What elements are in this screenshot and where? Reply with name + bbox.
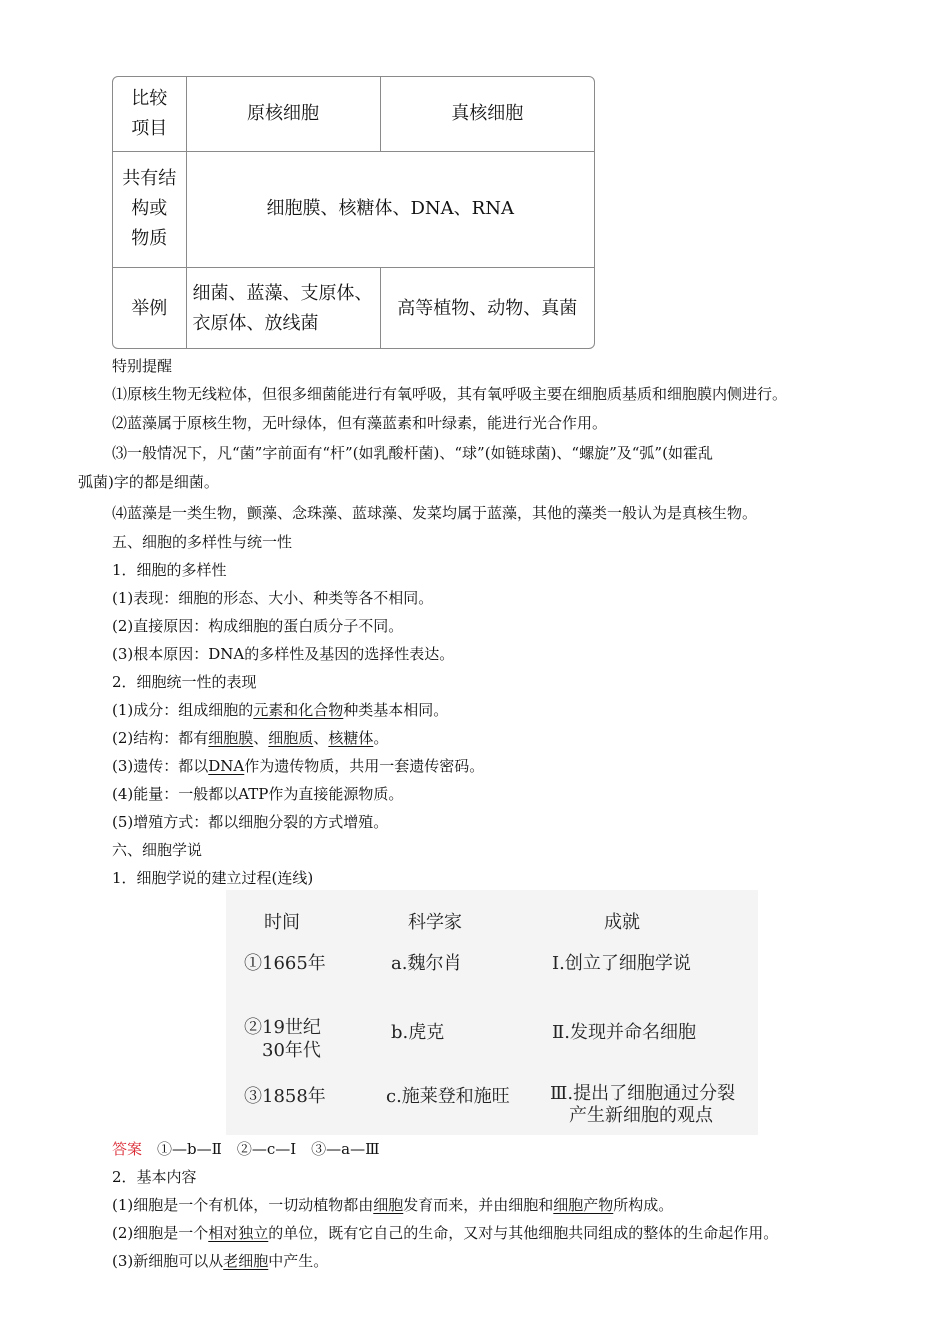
figure-achievement-2: Ⅱ.发现并命名细胞 xyxy=(552,1022,696,1043)
row-examples-label: 举例 xyxy=(113,267,186,349)
figure-header-achievement: 成就 xyxy=(604,912,640,933)
section-5-title: 五、细胞的多样性与统一性 xyxy=(112,533,293,551)
answer-blank: 相对独立 xyxy=(208,1224,269,1242)
unity-item-4: (4)能量：一般都以ATP作为直接能源物质。 xyxy=(112,785,404,803)
note-4: ⑷蓝藻是一类生物，颤藻、念珠藻、蓝球藻、发菜均属于蓝藻，其他的藻类一般认为是真核生物。 xyxy=(112,504,758,522)
figure-scientist-a: a.魏尔肖 xyxy=(391,953,462,974)
figure-time-1: ①1665年 xyxy=(244,953,326,974)
header-prokaryote-cell: 原核细胞 xyxy=(186,77,380,151)
answer-blank: 元素和化合物 xyxy=(253,701,344,719)
answer-text: ①—b—Ⅱ ②—c—Ⅰ ③—a—Ⅲ xyxy=(157,1140,380,1158)
table-header-row xyxy=(113,77,594,151)
section-6-sub-2: 2．基本内容 xyxy=(112,1168,197,1186)
answer-blank: 细胞膜 xyxy=(208,729,254,747)
figure-scientist-b: b.虎克 xyxy=(391,1022,445,1043)
figure-time-2-line-1: ②19世纪 xyxy=(244,1017,321,1038)
row-examples-eukaryote: 高等植物、动物、真菌 xyxy=(380,267,594,349)
figure-header-time: 时间 xyxy=(264,912,300,933)
answer-blank: 细胞 xyxy=(373,1196,404,1214)
section-5-sub-2: 2．细胞统一性的表现 xyxy=(112,673,257,691)
unity-item-5: (5)增殖方式：都以细胞分裂的方式增殖。 xyxy=(112,813,389,831)
unity-item-2: (2)结构：都有细胞膜、细胞质、核糖体。 xyxy=(112,729,389,747)
answer-blank: 细胞产物 xyxy=(553,1196,614,1214)
section-6-sub-1: 1．细胞学说的建立过程(连线) xyxy=(112,869,314,887)
figure-achievement-3-line-1: Ⅲ.提出了细胞通过分裂 xyxy=(550,1083,736,1104)
comparison-table xyxy=(112,76,595,349)
answer-label: 答案 xyxy=(112,1140,143,1158)
section-6-title: 六、细胞学说 xyxy=(112,841,203,859)
content-item-3: (3)新细胞可以从老细胞中产生。 xyxy=(112,1252,329,1270)
notes-title: 特别提醒 xyxy=(112,357,173,375)
content-item-1: (1)细胞是一个有机体，一切动植物都由细胞发育而来，并由细胞和细胞产物所构成。 xyxy=(112,1196,674,1214)
row-examples-prokaryote: 细菌、蓝藻、支原体、 衣原体、放线菌 xyxy=(186,267,380,349)
note-1: ⑴原核生物无线粒体，但很多细菌能进行有氧呼吸，其有氧呼吸主要在细胞质基质和细胞膜内侧进行。 xyxy=(112,385,788,403)
answer-blank: DNA xyxy=(208,757,245,775)
unity-item-3: (3)遗传：都以DNA作为遗传物质，共用一套遗传密码。 xyxy=(112,757,485,775)
figure-time-3: ③1858年 xyxy=(244,1086,326,1107)
figure-achievement-1: Ⅰ.创立了细胞学说 xyxy=(552,953,691,974)
note-3-line-1: ⑶一般情况下，凡“菌”字前面有“杆”(如乳酸杆菌)、“球”(如链球菌)、“螺旋”及“弧”(如霍乱 xyxy=(112,444,713,462)
header-eukaryote-cell: 真核细胞 xyxy=(380,77,594,151)
figure-header-scientist: 科学家 xyxy=(408,912,462,933)
table-row-common xyxy=(113,151,594,267)
row-common-label: 共有结 构或 物质 xyxy=(113,151,186,267)
diversity-item-2: (2)直接原因：构成细胞的蛋白质分子不同。 xyxy=(112,617,404,635)
unity-item-1: (1)成分：组成细胞的元素和化合物种类基本相同。 xyxy=(112,701,449,719)
diversity-item-3: (3)根本原因：DNA的多样性及基因的选择性表达。 xyxy=(112,645,455,663)
header-label-cell: 比较 项目 xyxy=(113,77,186,151)
answer-blank: 细胞质 xyxy=(268,729,314,747)
diversity-item-1: (1)表现：细胞的形态、大小、种类等各不相同。 xyxy=(112,589,434,607)
content-item-2: (2)细胞是一个相对独立的单位，既有它自己的生命，又对与其他细胞共同组成的整体的生命起作用。 xyxy=(112,1224,779,1242)
answer-blank: 老细胞 xyxy=(223,1252,269,1270)
cell-theory-timeline-figure xyxy=(226,890,758,1135)
figure-achievement-3-line-2: 产生新细胞的观点 xyxy=(569,1105,713,1126)
answer-line xyxy=(112,1139,380,1159)
section-5-sub-1: 1．细胞的多样性 xyxy=(112,561,227,579)
answer-blank: 核糖体 xyxy=(328,729,374,747)
note-3-line-2: 弧菌)字的都是细菌。 xyxy=(78,473,219,491)
figure-scientist-c: c.施莱登和施旺 xyxy=(386,1086,510,1107)
figure-time-2-line-2: 30年代 xyxy=(262,1040,321,1061)
note-2: ⑵蓝藻属于原核生物，无叶绿体，但有藻蓝素和叶绿素，能进行光合作用。 xyxy=(112,414,608,432)
table-row-examples xyxy=(113,267,594,349)
row-common-value: 细胞膜、核糖体、DNA、RNA xyxy=(186,151,594,267)
